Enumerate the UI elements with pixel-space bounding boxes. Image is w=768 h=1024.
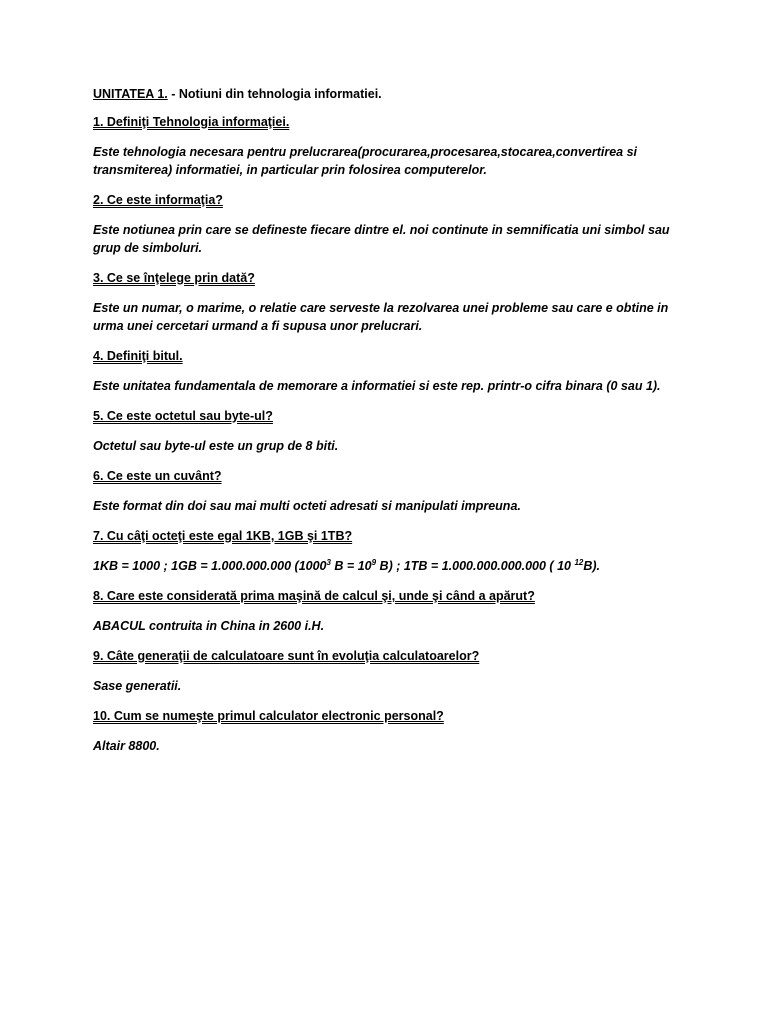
answer-6: Este format din doi sau mai multi octeti adresati si manipulati impreuna. [93,499,521,513]
answer-9: Sase generatii. [93,679,182,693]
answer-7-part: 1KB = 1000 ; 1GB = 1.000.000.000 (1000 [93,559,327,573]
answer-7-exponent: 9 [371,557,377,567]
question-10: 10. Cum se numeşte primul calculator electronic personal? [93,709,444,723]
document-title [93,85,693,103]
answer-10: Altair 8800. [93,739,160,753]
answer-7-part: B) ; 1TB = 1.000.000.000.000 ( 10 [376,559,575,573]
answer-2: Este notiunea prin care se defineste fiecare dintre el. noi continute in semnificatia uni simbol sau grup de simboluri. [93,223,670,255]
answer-3: Este un numar, o marime, o relatie care serveste la rezolvarea unei probleme sau care e obtine in urma unei cercetari urmand a fi supusa unor prelucrari. [93,301,669,333]
question-6: 6. Ce este un cuvânt? [93,469,222,483]
question-4: 4. Definiţi bitul. [93,349,183,363]
answer-1: Este tehnologia necesara pentru prelucrarea(procurarea,procesarea,stocarea,convertirea si transmiterea) informatiei, in particular prin folosirea computerelor. [93,145,637,177]
answer-7-exponent: 12 [574,557,584,567]
title-separator: - [167,87,179,101]
answer-7-part: B = 10 [330,559,372,573]
question-3: 3. Ce se înţelege prin dată? [93,271,255,285]
unit-subtitle: Notiuni din tehnologia informatiei. [178,87,382,101]
answer-7-exponent: 3 [326,557,331,567]
question-1: 1. Definiţi Tehnologia informaţiei. [93,115,290,129]
answer-4: Este unitatea fundamentala de memorare a informatiei si este rep. printr-o cifra binara (0 sau 1). [93,379,661,393]
document-page [93,85,693,767]
question-8: 8. Care este considerată prima maşină de calcul şi, unde şi când a apărut? [93,589,535,603]
question-2: 2. Ce este informaţia? [93,193,223,207]
unit-label: UNITATEA 1. [93,87,168,101]
answer-7 [93,557,693,575]
answer-7-part: B). [583,559,601,573]
question-7: 7. Cu câţi octeţi este egal 1KB, 1GB şi 1TB? [93,529,353,543]
answer-8: ABACUL contruita in China in 2600 i.H. [93,619,325,633]
answer-5: Octetul sau byte-ul este un grup de 8 biti. [93,439,339,453]
question-9: 9. Câte generaţii de calculatoare sunt în evoluţia calculatoarelor? [93,649,480,663]
question-5: 5. Ce este octetul sau byte-ul? [93,409,273,423]
